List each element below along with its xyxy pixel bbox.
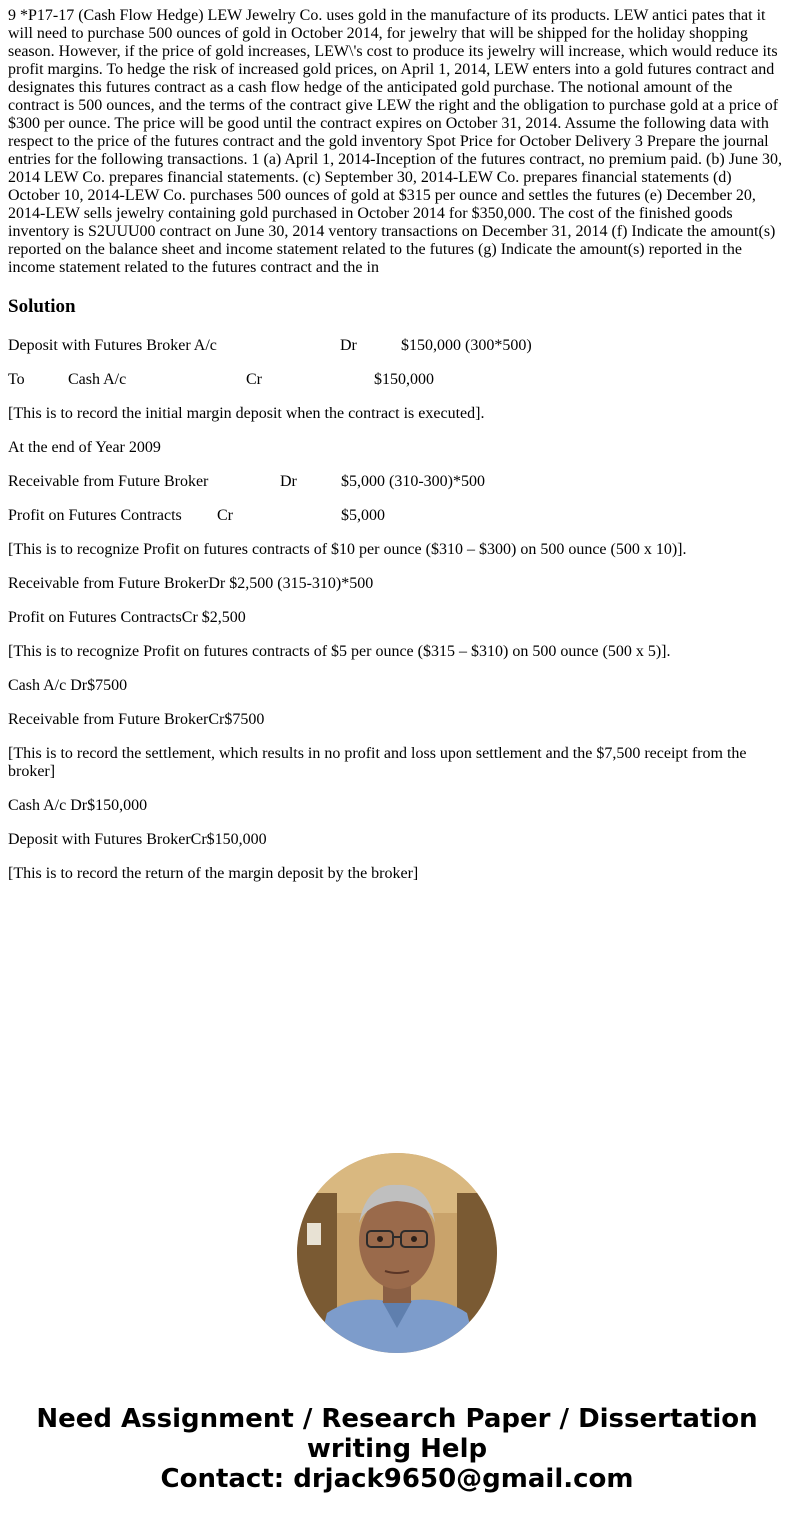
banner-line-2: writing Help	[306, 1434, 488, 1464]
entry2-credit-amount: $5,000	[341, 507, 385, 524]
help-banner	[0, 1404, 794, 1494]
entry1-credit-row	[8, 371, 786, 389]
entry2-debit-row	[8, 473, 786, 491]
entry1-note: [This is to record the initial margin deposit when the contract is executed].	[8, 405, 485, 422]
question-text: 9 *P17-17 (Cash Flow Hedge) LEW Jewelry Co. uses gold in the manufacture of its products. LEW antici pates that it will need to purchase 500 ounces of gold in October 2014, for jewelry that will be shipped for the holiday shopping season. However, if the price of gold increases, LEW\'s cost to produce its jewelry will increase, which would reduce its profit margins. To hedge the risk of increased gold prices, on April 1, 2014, LEW enters into a gold futures contract and designates this futures contract as a cash flow hedge of the anticipated gold purchase. The notional amount of the contract is 500 ounces, and the terms of the contract give LEW the right and the obligation to purchase gold at a price of $300 per ounce. The price will be good until the contract expires on October 31, 2014. Assume the following data with respect to the price of the futures contract and the gold inventory Spot Price for October Delivery 3 Prepare the journal entries for the following transactions. 1 (a) April 1, 2014-Inception of the futures contract, no premium paid. (b) June 30, 2014 LEW Co. prepares financial statements. (c) September 30, 2014-LEW Co. prepares financial statements (d) October 10, 2014-LEW Co. purchases 500 ounces of gold at $315 per ounce and settles the futures (e) December 20, 2014-LEW sells jewelry containing gold purchased in October 2014 for $350,000. The cost of the finished goods inventory is S2UUU00 contract on June 30, 2014 ventory transactions on December 31, 2014 (f) Indicate the amount(s) reported on the balance sheet and income statement related to the futures (g) Indicate the amount(s) reported in the income statement related to the futures contract and the in	[8, 7, 783, 276]
entry1-debit-amount: $150,000 (300*500)	[401, 337, 532, 354]
entry2-note: [This is to recognize Profit on futures contracts of $10 per ounce ($310 – $300) on 500 ounce (500 x 10)].	[8, 541, 687, 558]
author-avatar	[297, 1153, 497, 1353]
entry2-credit-row	[8, 507, 786, 525]
entry3-note: [This is to recognize Profit on futures contracts of $5 per ounce ($315 – $310) on 500 ounce (500 x 5)].	[8, 643, 671, 660]
entry5-debit-line: Cash A/c Dr$150,000	[8, 797, 148, 814]
year-label: At the end of Year 2009	[8, 439, 161, 456]
banner-line-1: Need Assignment / Research Paper / Dissertation	[36, 1404, 758, 1434]
entry2-debit-amount: $5,000 (310-300)*500	[341, 473, 485, 490]
avatar-portrait	[297, 1153, 497, 1353]
banner-contact[interactable]: Contact: drjack9650@gmail.com	[160, 1464, 634, 1494]
entry1-to-label: To	[8, 371, 25, 388]
entry3-debit-line: Receivable from Future BrokerDr $2,500 (315-310)*500	[8, 575, 374, 592]
entry2-debit-account: Receivable from Future Broker	[8, 473, 209, 490]
entry3-credit-line: Profit on Futures ContractsCr $2,500	[8, 609, 246, 626]
entry1-credit-amount: $150,000	[374, 371, 434, 388]
entry4-note: [This is to record the settlement, which results in no profit and loss upon settlement and the $7,500 receipt from the broker]	[8, 745, 751, 780]
entry2-credit-marker: Cr	[217, 507, 233, 524]
solution-heading: Solution	[8, 296, 76, 317]
entry4-debit-line: Cash A/c Dr$7500	[8, 677, 128, 694]
entry1-credit-marker: Cr	[246, 371, 262, 388]
entry2-debit-marker: Dr	[280, 473, 297, 490]
entry1-credit-account: Cash A/c	[68, 371, 127, 388]
entry4-credit-line: Receivable from Future BrokerCr$7500	[8, 711, 265, 728]
entry5-credit-line: Deposit with Futures BrokerCr$150,000	[8, 831, 267, 848]
entry1-debit-account: Deposit with Futures Broker A/c	[8, 337, 217, 354]
entry5-note: [This is to record the return of the margin deposit by the broker]	[8, 865, 419, 882]
entry1-debit-row	[8, 337, 786, 355]
entry2-credit-account: Profit on Futures Contracts	[8, 507, 182, 524]
entry1-debit-marker: Dr	[340, 337, 357, 354]
